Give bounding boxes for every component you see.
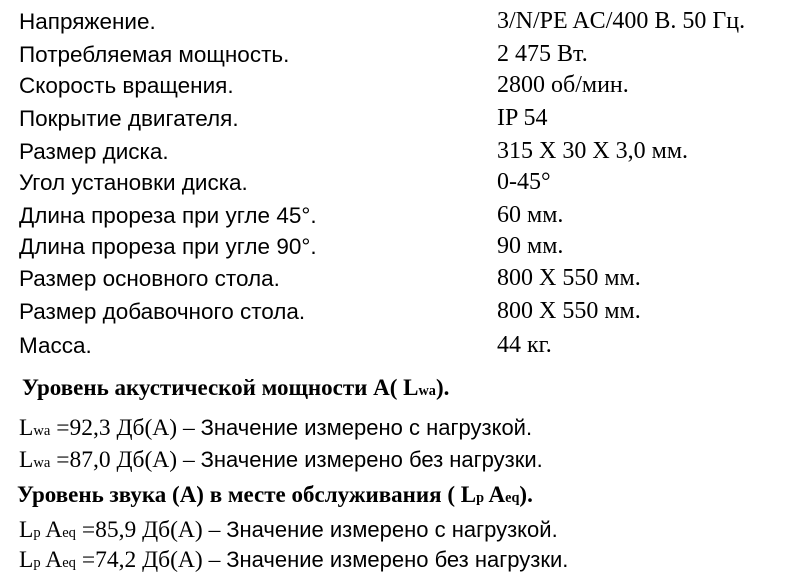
spec-value: 60 мм. — [497, 202, 564, 228]
sound-measurement-loaded: Lp Aeq =85,9 Дб(А) – Значение измерено с нагрузкой. — [19, 517, 558, 543]
spec-row-cut-90 — [0, 231, 794, 262]
sound-measurement-unloaded: Lp Aeq =74,2 Дб(А) – Значение измерено без нагрузки. — [19, 547, 569, 573]
spec-row-disc-size — [0, 136, 794, 167]
spec-row-main-table — [0, 263, 794, 294]
spec-label: Угол установки диска. — [19, 170, 248, 195]
spec-value: 2 475 Вт. — [497, 41, 588, 67]
spec-value: 2800 об/мин. — [497, 72, 629, 98]
spec-row-disc-angle — [0, 167, 794, 198]
spec-label: Скорость вращения. — [19, 73, 234, 98]
spec-value: 44 кг. — [497, 332, 552, 358]
spec-value: 800 X 550 мм. — [497, 298, 641, 324]
spec-value: 0-45° — [497, 169, 551, 195]
acoustic-measurement-loaded: Lwa =92,3 Дб(А) – Значение измерено с нагрузкой. — [19, 415, 533, 441]
spec-label: Размер основного стола. — [19, 266, 280, 291]
spec-row-motor-protection — [0, 103, 794, 134]
spec-row-cut-45 — [0, 200, 794, 231]
spec-label: Размер добавочного стола. — [19, 299, 306, 324]
acoustic-measurement-unloaded: Lwa =87,0 Дб(А) – Значение измерено без нагрузки. — [19, 447, 543, 473]
spec-value: IP 54 — [497, 105, 548, 131]
spec-value: 800 X 550 мм. — [497, 265, 641, 291]
spec-row-voltage — [0, 6, 794, 37]
spec-row-power — [0, 39, 794, 70]
spec-label: Длина прореза при угле 45°. — [19, 203, 317, 228]
spec-label: Масса. — [19, 333, 92, 358]
spec-value: 315 X 30 X 3,0 мм. — [497, 138, 689, 164]
spec-value: 3/N/PE AC/400 В. 50 Гц. — [497, 8, 746, 34]
spec-label: Напряжение. — [19, 9, 156, 34]
spec-row-extra-table — [0, 296, 794, 327]
spec-label: Потребляемая мощность. — [19, 42, 290, 67]
acoustic-power-heading: Уровень акустической мощности A( Lwa). — [22, 375, 450, 400]
spec-label: Размер диска. — [19, 139, 169, 164]
spec-row-mass — [0, 330, 794, 361]
spec-value: 90 мм. — [497, 233, 564, 259]
spec-row-speed — [0, 70, 794, 101]
sound-level-heading: Уровень звука (А) в месте обслуживания ( Lp Aeq). — [17, 482, 533, 507]
spec-label: Длина прореза при угле 90°. — [19, 234, 317, 259]
spec-label: Покрытие двигателя. — [19, 106, 239, 131]
